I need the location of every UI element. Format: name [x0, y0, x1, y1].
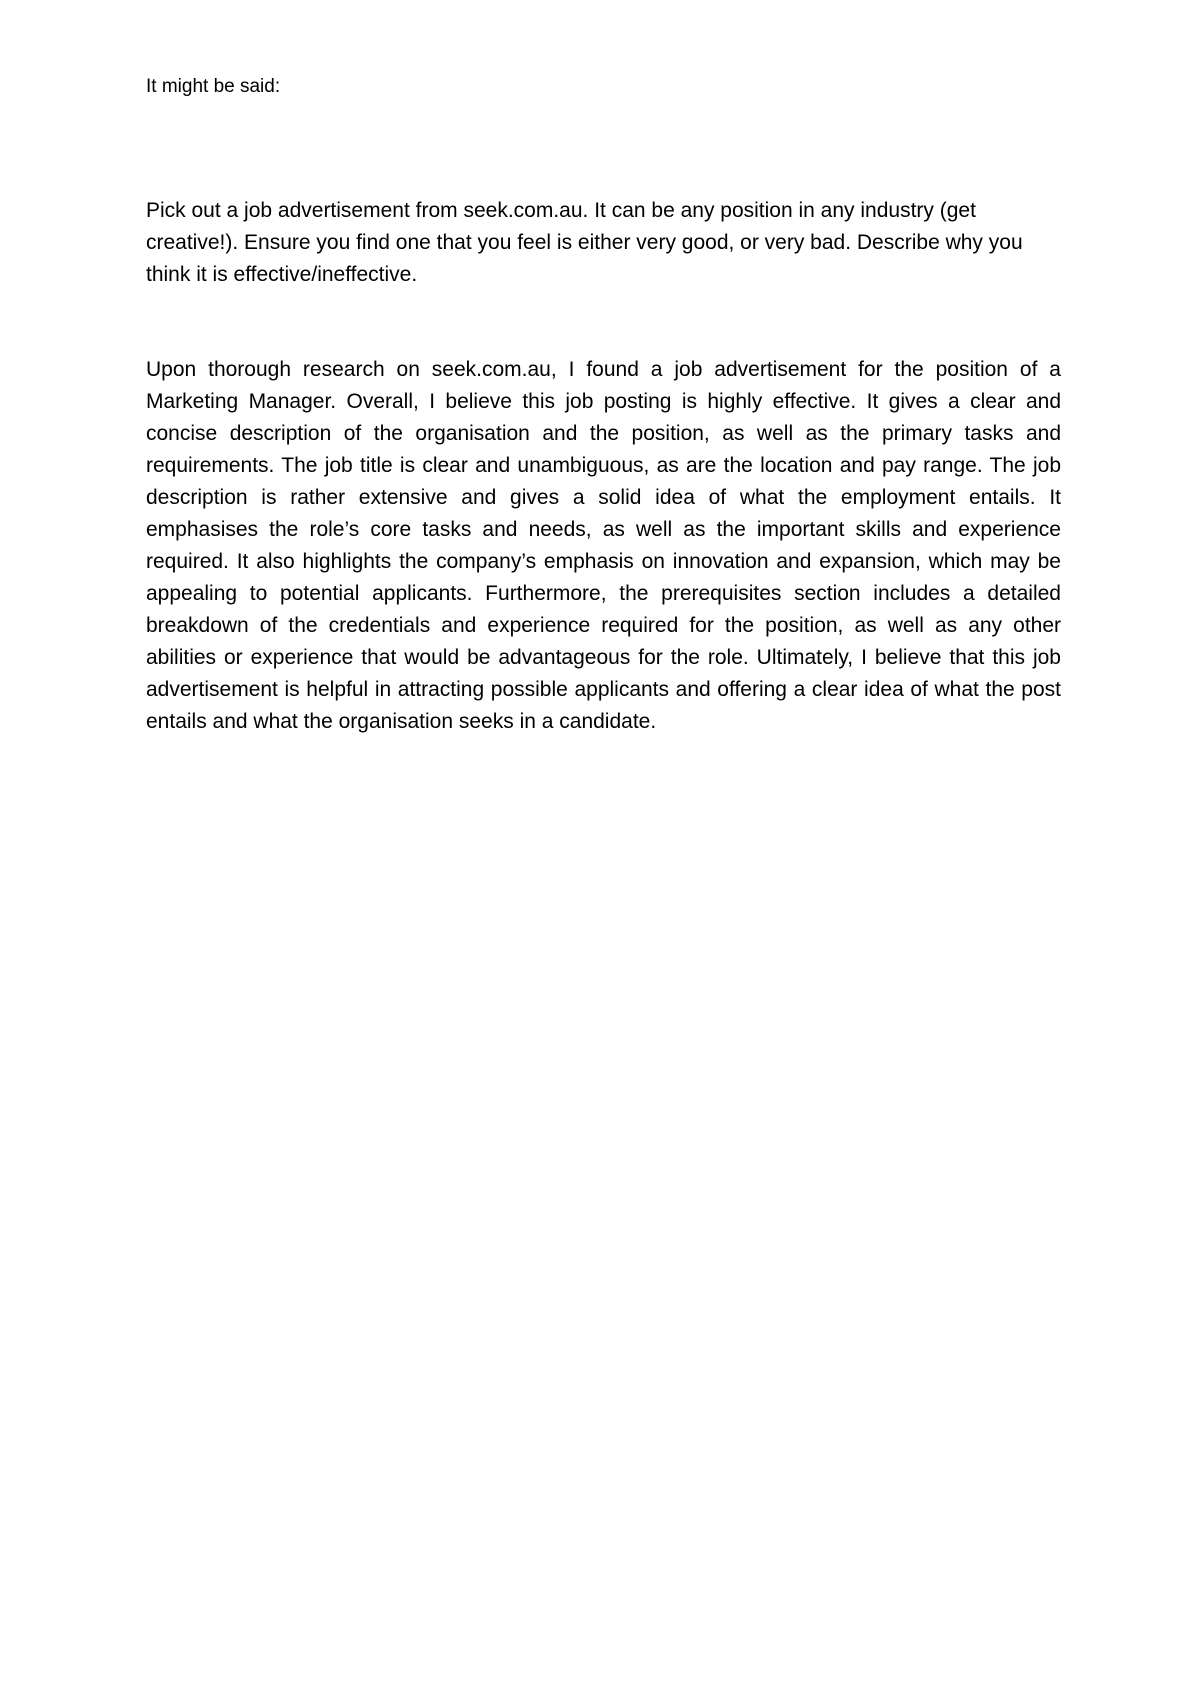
prompt-paragraph: Pick out a job advertisement from seek.com.au. It can be any position in any industry (get creative!). Ensure you find one that you feel is either very good, or very bad. Describe why you think it is effective/ineffective.: [146, 199, 1023, 286]
answer-paragraph: Upon thorough research on seek.com.au, I found a job advertisement for the position of a Marketing Manager. Overall, I believe this job posting is highly effective. It gives a clear and concise description of the organisation and the position, as well as the primary tasks and requirements. The job title is clear and unambiguous, as are the location and pay range. The job description is rather extensive and gives a solid idea of what the employment entails. It emphasises the role’s core tasks and needs, as well as the important skills and experience required. It also highlights the company’s emphasis on innovation and expansion, which may be appealing to potential applicants. Furthermore, the prerequisites section includes a detailed breakdown of the credentials and experience required for the position, as well as any other abilities or experience that would be advantageous for the role. Ultimately, I believe that this job advertisement is helpful in attracting possible applicants and offering a clear idea of what the post entails and what the organisation seeks in a candidate.: [146, 358, 1061, 733]
intro-text: It might be said:: [146, 76, 281, 97]
